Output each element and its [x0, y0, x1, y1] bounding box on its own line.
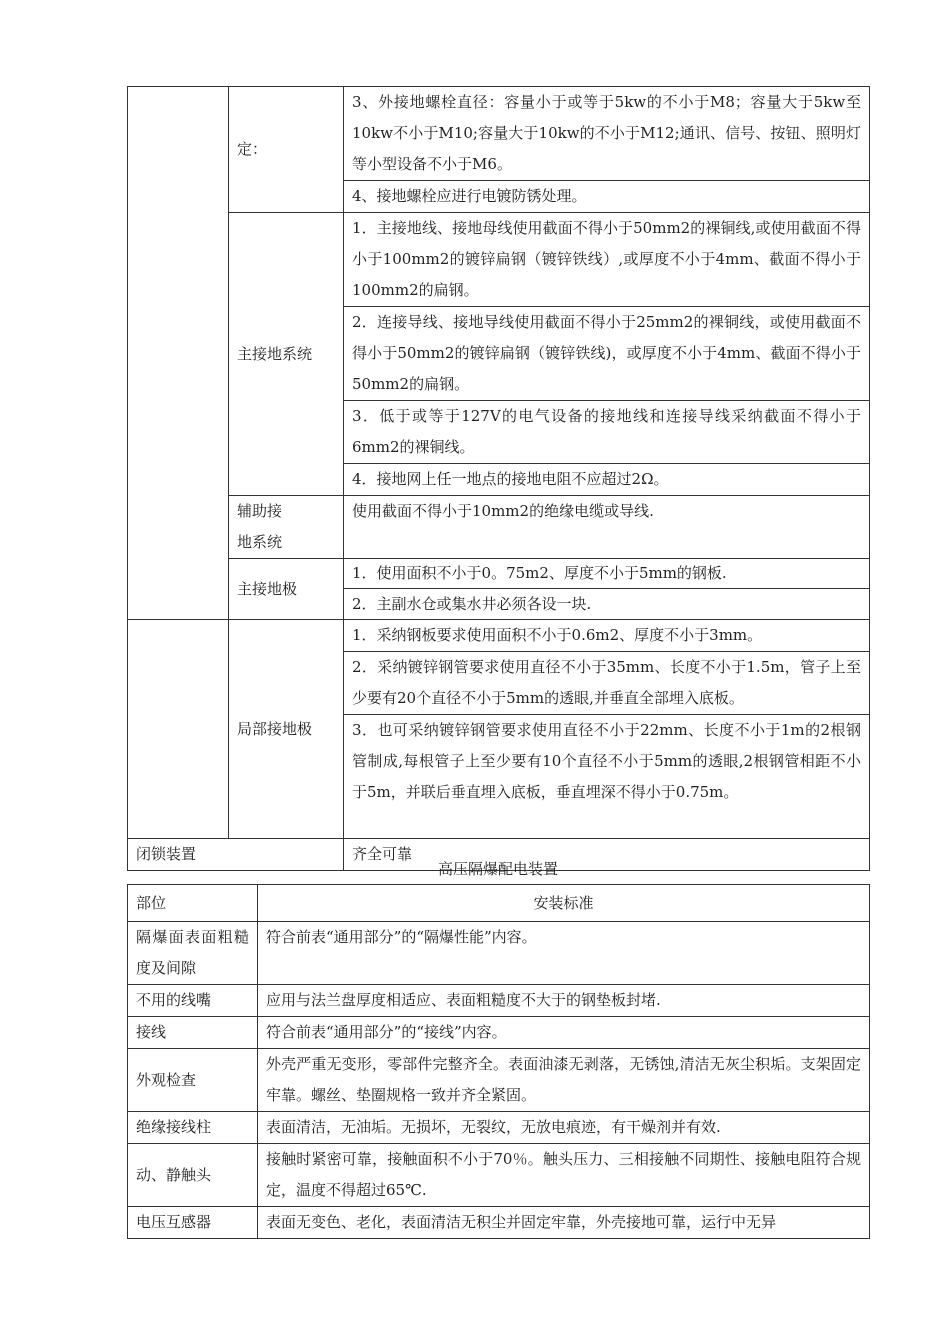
- table-row: [128, 1112, 870, 1144]
- requirement-cell: 2．采纳镀锌钢管要求使用直径不小于35mm、长度不小于1.5m，管子上至少要有20个直径不小于5mm的透眼,并垂直全部埋入底板。: [344, 652, 870, 715]
- standard-cell: 表面清洁，无油垢。无损坏，无裂纹，无放电痕迹，有干燥剂并有效.: [258, 1112, 870, 1144]
- requirement-cell: 使用截面不得小于10mm2的绝缘电缆或导线.: [344, 496, 870, 559]
- requirement-cell: 2．连接导线、接地导线使用截面不得小于25mm2的裸铜线，或使用截面不得小于50mm2的镀锌扁钢（镀锌铁线)，或厚度不小于4mm、截面不得小于50mm2的扁钢。: [344, 307, 870, 401]
- table-header-row: [128, 885, 870, 922]
- requirement-cell: 齐全可靠: [344, 839, 870, 871]
- hv-switchgear-table: [127, 884, 870, 1239]
- row-label-main-ground: 主接地系统: [229, 213, 344, 496]
- row-label-interlock: 闭锁装置: [128, 839, 344, 871]
- standard-cell: 接触时紧密可靠，接触面积不小于70％。触头压力、三相接触不同期性、接触电阻符合规定，温度不得超过65℃.: [258, 1144, 870, 1207]
- table-row: [128, 922, 870, 985]
- requirement-cell: 1．使用面积不小于0。75m2、厚度不小于5mm的钢板.: [344, 559, 869, 589]
- standard-cell: 应用与法兰盘厚度相适应、表面粗糙度不大于的钢垫板封堵.: [258, 985, 870, 1017]
- category-cell-blank-2: [128, 620, 229, 839]
- table-row: [128, 213, 870, 307]
- requirement-cell: 1．采纳钢板要求使用面积不小于0.6m2、厚度不小于3mm。: [344, 620, 870, 652]
- standard-cell: 符合前表“通用部分”的“接线”内容。: [258, 1017, 870, 1049]
- category-cell-blank: [128, 87, 229, 620]
- row-label-main-plate: [229, 559, 344, 620]
- requirement-cell: 3．也可采纳镀锌钢管要求使用直径不小于22mm、长度不小于1m的2根钢管制成,每根管子上至少要有10个直径不小于5mm的透眼,2根钢管相距不小于5m，并联后垂直埋入底板，垂直埋深不得小于0.75m。: [344, 715, 870, 839]
- table-row: [128, 1207, 870, 1239]
- main-plate-items: [344, 559, 870, 620]
- part-cell: 不用的线嘴: [128, 985, 258, 1017]
- table-row: [128, 620, 870, 652]
- grounding-requirements-table: [127, 86, 870, 871]
- aux-label-line1: 辅助接: [237, 502, 283, 520]
- aux-label-line2: 地系统: [237, 533, 283, 551]
- table-row: [128, 985, 870, 1017]
- standard-cell: 符合前表“通用部分”的“隔爆性能”内容。: [258, 922, 870, 985]
- table-row: [128, 1049, 870, 1112]
- row-label-local-plate: 局部接地极: [229, 620, 344, 839]
- main-plate-label: 主接地极: [237, 580, 298, 598]
- standard-cell: 外壳严重无变形，零部件完整齐全。表面油漆无剥落，无锈蚀,清洁无灰尘积垢。支架固定牢靠。螺丝、垫圈规格一致并齐全紧固。: [258, 1049, 870, 1112]
- table-row: [128, 559, 870, 620]
- requirement-cell: 4．接地网上任一地点的接地电阻不应超过2Ω。: [344, 464, 870, 496]
- part-cell: 电压互感器: [128, 1207, 258, 1239]
- part-cell: 绝缘接线柱: [128, 1112, 258, 1144]
- requirement-cell: 4、接地螺栓应进行电镀防锈处理。: [344, 181, 870, 213]
- table-row: [128, 1017, 870, 1049]
- header-standard: 安装标准: [258, 885, 870, 922]
- table-row: [128, 87, 870, 181]
- row-label-aux-ground: [229, 496, 344, 559]
- part-cell: 外观检查: [128, 1049, 258, 1112]
- requirement-cell: 3．低于或等于127V的电气设备的接地线和连接导线采纳截面不得小于6mm2的裸铜线。: [344, 401, 870, 464]
- part-cell: 隔爆面表面粗糙度及间隙: [128, 922, 258, 985]
- section-caption: 高压隔爆配电装置: [437, 860, 558, 878]
- requirement-cell: 2．主副水仓或集水井必须各设一块.: [352, 595, 592, 613]
- part-cell: 接线: [128, 1017, 258, 1049]
- row-label-def: 定：: [229, 87, 344, 213]
- requirement-cell: 3、外接地螺栓直径：容量小于或等于5kw的不小于M8；容量大于5kw至10kw不小于M10;容量大于10kw的不小于M12;通讯、信号、按钮、照明灯等小型设备不小于M6。: [344, 87, 870, 181]
- header-part: 部位: [128, 885, 258, 922]
- part-cell: 动、静触头: [128, 1144, 258, 1207]
- requirement-cell: 1．主接地线、接地母线使用截面不得小于50mm2的裸铜线,或使用截面不得小于100mm2的镀锌扁钢（镀锌铁线）,或厚度不小于4mm、截面不得小于100mm2的扁钢。: [344, 213, 870, 307]
- standard-cell: 表面无变色、老化，表面清洁无积尘并固定牢靠，外壳接地可靠，运行中无异: [258, 1207, 870, 1239]
- table-row: [128, 1144, 870, 1207]
- table-row: [128, 496, 870, 559]
